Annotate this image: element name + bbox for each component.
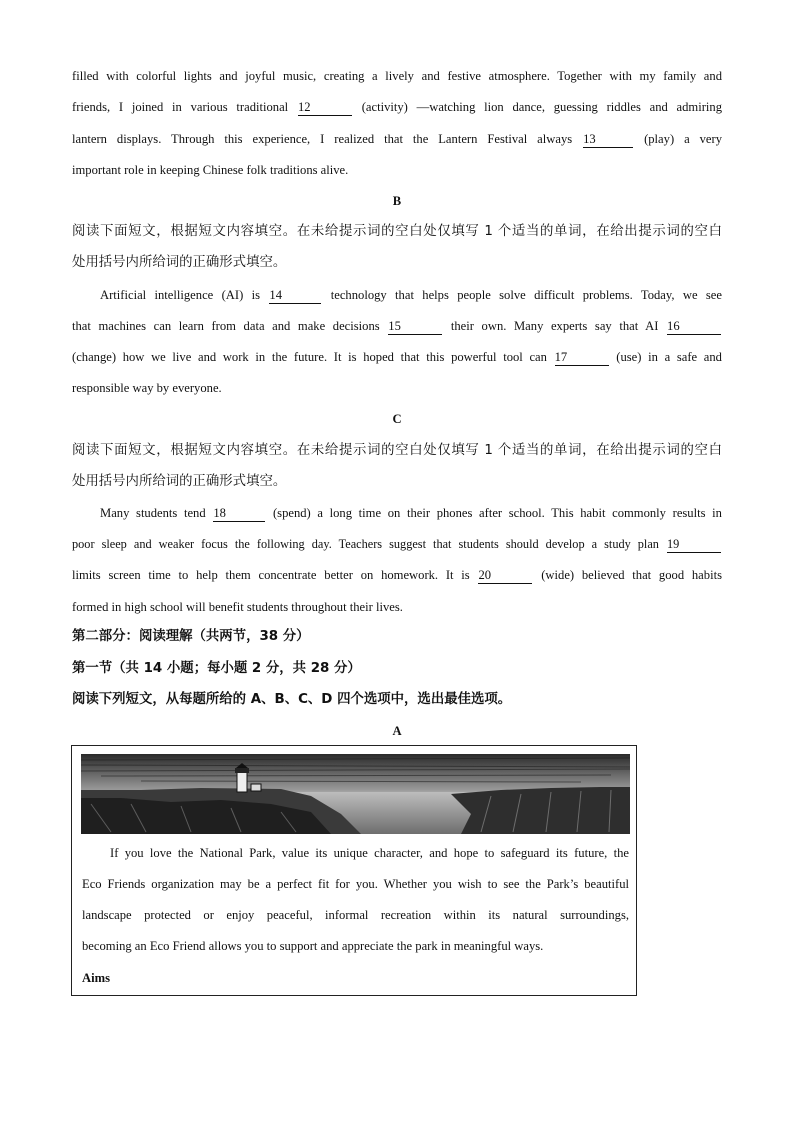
text-span: that machines can learn from data and make decisions [72, 319, 380, 333]
text-span: (play) a very [644, 132, 722, 146]
text-span: Artificial intelligence (AI) is [100, 288, 261, 302]
blank-15[interactable]: 15 [388, 319, 442, 335]
passage-label-a: A [392, 724, 402, 738]
text-span: friends, I joined in various traditional [72, 100, 289, 114]
passage-line [72, 316, 722, 336]
text-span: (wide) believed that good habits [541, 568, 722, 582]
passage-line [72, 129, 722, 149]
passage-line [72, 503, 722, 523]
passage-line [72, 97, 722, 117]
text-span: their own. Many experts say that AI [450, 319, 659, 333]
text-span: limits screen time to help them concentrate better on homework. It is [72, 568, 470, 582]
section-label-c: C [392, 412, 402, 426]
section-label-b: B [392, 194, 402, 208]
blank-18[interactable]: 18 [213, 506, 265, 522]
passage-line [72, 347, 722, 367]
passage-line [72, 565, 722, 585]
section-title: 第一节（共 14 小题；每小题 2 分，共 28 分） [72, 661, 361, 676]
passage-line: responsible way by everyone. [72, 381, 222, 395]
instruction-line: 阅读下面短文，根据短文内容填空。在未给提示词的空白处仅填写 1 个适当的单词，在给出提示词的空白 [72, 224, 722, 239]
passage-line: becoming an Eco Friend allows you to support and appreciate the park in meaningful ways. [82, 939, 544, 953]
text-span: (activity) —watching lion dance, guessing riddles and admiring [361, 100, 723, 114]
passage-line: Eco Friends organization may be a perfect fit for you. Whether you wish to see the Park’s beautiful [82, 877, 629, 891]
blank-14[interactable]: 14 [269, 288, 321, 304]
passage-line [72, 285, 722, 305]
blank-13[interactable]: 13 [583, 132, 633, 148]
text-span: technology that helps people solve difficult problems. Today, we see [330, 288, 722, 302]
landscape-banner-image [81, 754, 630, 834]
passage-line: formed in high school will benefit students throughout their lives. [72, 600, 403, 614]
text-span: (spend) a long time on their phones after school. This habit commonly results in [272, 506, 722, 520]
passage-line: important role in keeping Chinese folk traditions alive. [72, 163, 349, 177]
part-title: 第二部分：阅读理解（共两节，38 分） [72, 629, 310, 644]
passage-line: filled with colorful lights and joyful music, creating a lively and festive atmosphere. Together with my family and [72, 69, 722, 83]
text-span: (change) how we live and work in the future. It is hoped that this powerful tool can [72, 350, 547, 364]
text-span: poor sleep and weaker focus the following day. Teachers suggest that students should develop a study plan [72, 537, 659, 551]
blank-12[interactable]: 12 [298, 100, 352, 116]
instruction-line: 处用括号内所给词的正确形式填空。 [72, 474, 287, 489]
blank-17[interactable]: 17 [555, 350, 609, 366]
passage-line: If you love the National Park, value its unique character, and hope to safeguard its future, the [110, 846, 629, 860]
passage-line: landscape protected or enjoy peaceful, informal recreation within its natural surroundings, [82, 908, 629, 922]
passage-a-box [71, 745, 637, 996]
text-span: lantern displays. Through this experience, I realized that the Lantern Festival always [72, 132, 573, 146]
text-span: Many students tend [100, 506, 206, 520]
lighthouse-cliff-illustration [81, 754, 630, 834]
passage-line [72, 534, 722, 554]
blank-16[interactable]: 16 [667, 319, 721, 335]
blank-20[interactable]: 20 [478, 568, 532, 584]
aims-heading: Aims [82, 971, 110, 985]
text-span: (use) in a safe and [616, 350, 722, 364]
section-instruction: 阅读下列短文，从每题所给的 A、B、C、D 四个选项中，选出最佳选项。 [72, 692, 512, 707]
instruction-line: 阅读下面短文，根据短文内容填空。在未给提示词的空白处仅填写 1 个适当的单词，在给出提示词的空白 [72, 443, 722, 458]
blank-19[interactable]: 19 [667, 537, 721, 553]
instruction-line: 处用括号内所给词的正确形式填空。 [72, 255, 287, 270]
